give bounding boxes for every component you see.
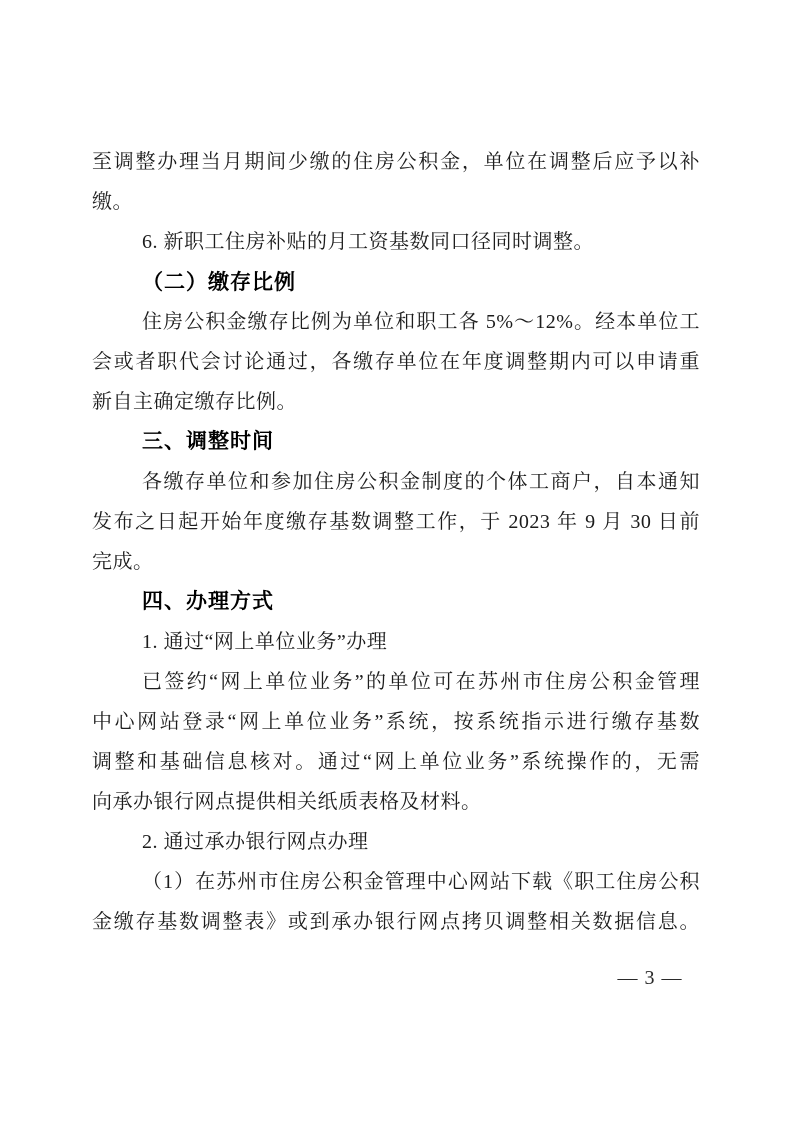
text-line: 6. 新职工住房补贴的月工资基数同口径同时调整。: [142, 231, 594, 253]
para-ratio: [92, 302, 700, 422]
text-line: 中心网站登录“网上单位业务”系统，按系统指示进行缴存基数: [92, 711, 700, 733]
text-line: 金缴存基数调整表》或到承办银行网点拷贝调整相关数据信息。: [92, 911, 700, 933]
text-line: 至调整办理当月期间少缴的住房公积金，单位在调整后应予以补: [92, 151, 700, 173]
text-line: 缴。: [92, 191, 133, 213]
para-continuation: [92, 142, 700, 222]
heading-adjust-time: [92, 422, 700, 462]
text-line: 2. 通过承办银行网点办理: [142, 831, 369, 853]
text-line: 住房公积金缴存比例为单位和职工各 5%～12%。经本单位工: [142, 311, 700, 333]
text-line: 调整和基础信息核对。通过“网上单位业务”系统操作的，无需: [92, 751, 700, 773]
text-line: （二）缴存比例: [142, 270, 296, 294]
para-method-1-title: [92, 622, 700, 662]
subheading-deposit-ratio: [92, 262, 700, 302]
text-line: 会或者职代会讨论通过，各缴存单位在年度调整期内可以申请重: [92, 351, 700, 373]
document-body: [92, 142, 700, 942]
text-line: 已签约“网上单位业务”的单位可在苏州市住房公积金管理: [142, 671, 700, 693]
text-line: 新自主确定缴存比例。: [92, 391, 297, 413]
text-line: 向承办银行网点提供相关纸质表格及材料。: [92, 791, 482, 813]
heading-handle-method: [92, 582, 700, 622]
para-time: [92, 462, 700, 582]
text-line: 完成。: [92, 551, 154, 573]
text-line: 四、办理方式: [142, 590, 274, 613]
para-item-6: [92, 222, 700, 262]
para-online-business: [92, 662, 700, 822]
text-line: 1. 通过“网上单位业务”办理: [142, 631, 388, 653]
page-number: — 3 —: [617, 967, 683, 989]
text-line: 各缴存单位和参加住房公积金制度的个体工商户，自本通知: [142, 471, 700, 493]
text-line: （1）在苏州市住房公积金管理中心网站下载《职工住房公积: [142, 871, 700, 893]
para-method-2-title: [92, 822, 700, 862]
text-line: 三、调整时间: [142, 430, 274, 453]
text-line: 发布之日起开始年度缴存基数调整工作，于 2023 年 9 月 30 日前: [92, 511, 700, 533]
para-bank-branch: [92, 862, 700, 942]
